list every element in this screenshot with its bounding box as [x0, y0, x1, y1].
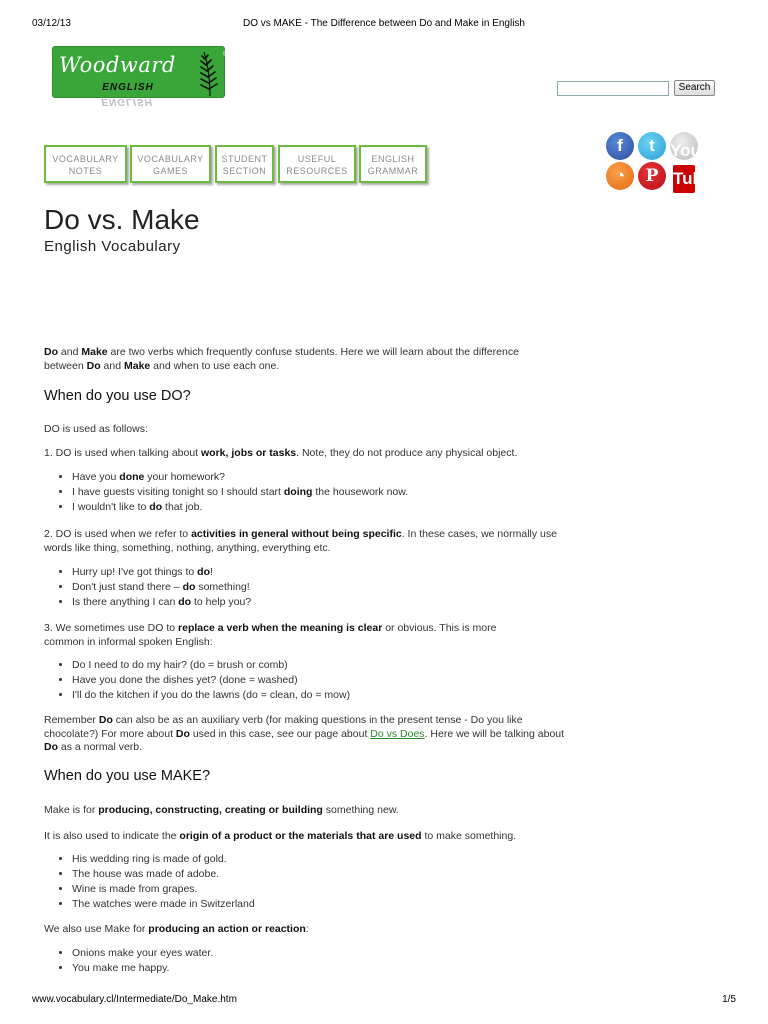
list-item: • His wedding ring is made of gold. [72, 853, 574, 867]
do-list-1 [44, 471, 574, 515]
nav-label-line2: RESOURCES [286, 166, 348, 176]
make-heading: When do you use MAKE? [44, 768, 211, 784]
list-item: • I have guests visiting tonight so I should start doing the housework now. [72, 486, 574, 500]
youtube-label-bottom: Tube [673, 165, 695, 193]
nav-english-grammar[interactable] [359, 145, 427, 183]
page-title: Do vs. Make [44, 204, 200, 235]
nav-vocabulary-games[interactable] [130, 145, 211, 183]
text: and [100, 359, 124, 372]
list-item: • Have you done the dishes yet? (done = washed) [72, 674, 574, 688]
do-list-2 [44, 566, 574, 610]
fern-icon [196, 49, 222, 97]
nav-useful-resources[interactable] [278, 145, 356, 183]
do-list-3 [44, 659, 574, 703]
pinterest-icon[interactable]: P [638, 162, 666, 190]
print-title: DO vs MAKE - The Difference between Do and Make in English [243, 18, 525, 29]
nav-label-line2: GAMES [152, 166, 188, 176]
nav-label-line1: VOCABULARY [52, 154, 119, 164]
do-vs-does-link[interactable]: Do vs Does [370, 727, 425, 740]
list-item: • You make me happy. [72, 962, 574, 976]
make-point-2: It is also used to indicate the origin of a product or the materials that are used to make something. [44, 830, 517, 842]
facebook-icon[interactable]: f [606, 132, 634, 160]
youtube-icon[interactable] [670, 132, 713, 188]
do-point-1 [44, 447, 574, 461]
site-logo[interactable] [52, 46, 229, 98]
list-item: • Hurry up! I've got things to do! [72, 566, 574, 580]
logo-reflection-text: ENGLISH [101, 96, 153, 107]
text: and when to use each one. [150, 359, 280, 372]
bold-term: Do [44, 346, 58, 358]
twitter-icon[interactable]: t [638, 132, 666, 160]
nav-student-section[interactable] [215, 145, 274, 183]
nav-label-line2: NOTES [68, 166, 103, 176]
list-item: • Have you done your homework? [72, 471, 574, 485]
nav-label-line2: GRAMMAR [367, 166, 419, 176]
text: are two verbs which frequently confuse students. Here we will learn about the difference between [44, 346, 519, 372]
list-item: • I wouldn't like to do that job. [72, 501, 574, 515]
do-lead: DO is used as follows: [44, 423, 148, 435]
print-url: www.vocabulary.cl/Intermediate/Do_Make.htm [32, 994, 237, 1005]
rss-icon[interactable]: ◔ [606, 162, 634, 190]
list-item: • Onions make your eyes water. [72, 947, 574, 961]
list-item: • Wine is made from grapes. [72, 883, 574, 897]
nav-vocabulary-notes[interactable] [44, 145, 127, 183]
remember-paragraph: Remember Do can also be as an auxiliary verb (for making questions in the present tense - Do you like chocolate?) For more about Do used in this case, see our page about Do vs Does. Here we will be talking about Do as a normal verb. [44, 714, 565, 753]
list-item: • Is there anything I can do to help you? [72, 596, 574, 610]
nav-label-line1: USEFUL [297, 154, 337, 164]
text: and [58, 346, 82, 358]
bold-term: work, jobs or tasks [201, 447, 297, 459]
list-item: • Don't just stand there – do something! [72, 581, 574, 595]
list-item: • The watches were made in Switzerland [72, 898, 574, 912]
nav-label-line2: SECTION [222, 166, 267, 176]
nav-label-line1: ENGLISH [371, 154, 415, 164]
list-item: • The house was made of adobe. [72, 868, 574, 882]
make-list-1 [44, 853, 574, 912]
search-button[interactable]: Search [674, 80, 715, 96]
text: . Note, they do not produce any physical object. [296, 447, 518, 459]
intro-paragraph [44, 346, 544, 373]
logo-brand: Woodward [59, 53, 176, 77]
print-date: 03/12/13 [32, 18, 71, 29]
print-header [32, 18, 736, 32]
nav-label-line1: VOCABULARY [137, 154, 204, 164]
bold-term: Make [81, 346, 108, 358]
print-page-number: 1/5 [722, 994, 736, 1005]
page-subtitle: English Vocabulary [44, 238, 181, 255]
logo-subtitle: ENGLISH [102, 82, 154, 93]
list-item: • I'll do the kitchen if you do the lawns (do = clean, do = mow) [72, 689, 574, 703]
text: 1. DO is used when talking about [44, 447, 202, 459]
bold-term: Do [86, 359, 101, 372]
youtube-label-top: You [670, 141, 701, 160]
make-point-3: We also use Make for producing an action or reaction: [44, 923, 309, 935]
logo-registered: ® [223, 51, 229, 58]
list-item: • Do I need to do my hair? (do = brush or comb) [72, 659, 574, 673]
nav-label-line1: STUDENT [221, 154, 268, 164]
logo-reflection [52, 98, 225, 110]
do-point-3: 3. We sometimes use DO to replace a verb when the meaning is clear or obvious. This is more common in informal spoken English: [44, 622, 497, 648]
do-heading: When do you use DO? [44, 388, 191, 404]
bold-term: Make [123, 359, 151, 372]
make-list-2 [44, 947, 574, 976]
search-input[interactable] [557, 81, 669, 96]
do-point-2: 2. DO is used when we refer to activities in general without being specific. In these cases, we normally use words like thing, something, nothing, anything, everything etc. [44, 528, 557, 554]
make-point-1: Make is for producing, constructing, creating or building something new. [44, 804, 399, 816]
